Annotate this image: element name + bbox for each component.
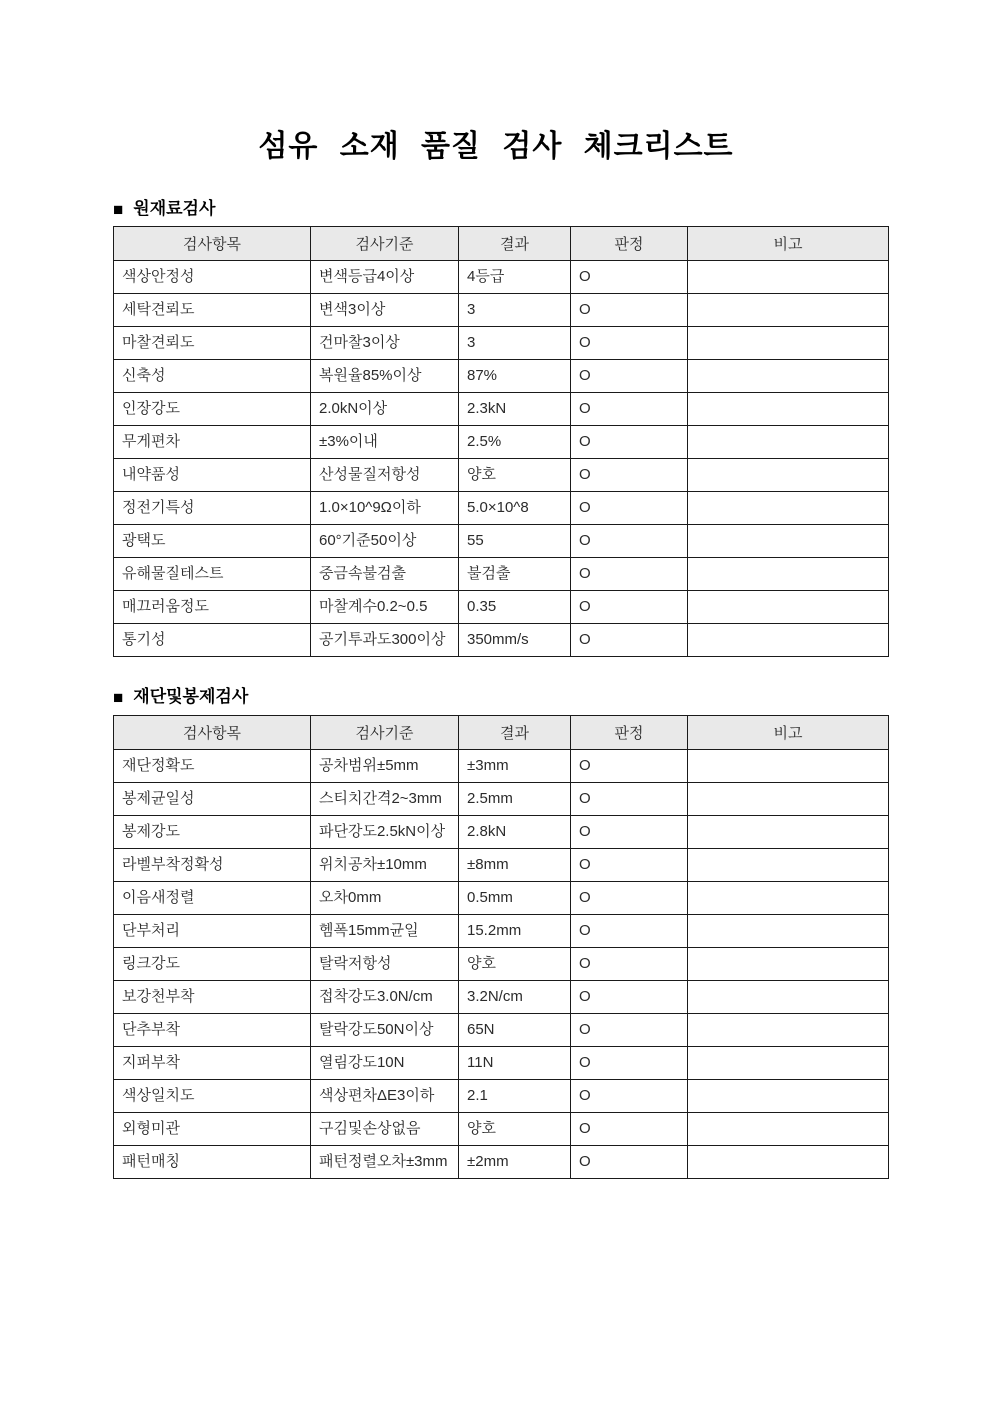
table-cell: 열림강도10N bbox=[311, 1046, 459, 1079]
column-header-item: 검사항목 bbox=[114, 715, 311, 749]
table-cell: 15.2mm bbox=[459, 914, 571, 947]
table-cell: 2.1 bbox=[459, 1079, 571, 1112]
table-cell bbox=[688, 749, 889, 782]
table-cell: O bbox=[571, 1145, 688, 1178]
table-cell bbox=[688, 525, 889, 558]
table-cell: 외형미관 bbox=[114, 1112, 311, 1145]
table-cell bbox=[688, 393, 889, 426]
section-bullet-icon: ■ bbox=[113, 199, 124, 219]
table-header-row bbox=[114, 715, 889, 749]
table-row bbox=[114, 459, 889, 492]
table-cell: 패턴정렬오차±3mm bbox=[311, 1145, 459, 1178]
table-cell bbox=[688, 815, 889, 848]
table-cell: 색상안정성 bbox=[114, 261, 311, 294]
table-cell: 구김및손상없음 bbox=[311, 1112, 459, 1145]
column-header-judgment: 판정 bbox=[571, 715, 688, 749]
table-cell bbox=[688, 1112, 889, 1145]
table-row bbox=[114, 360, 889, 393]
table-cell: O bbox=[571, 947, 688, 980]
table-cell: 내약품성 bbox=[114, 459, 311, 492]
table-row bbox=[114, 980, 889, 1013]
table-cell bbox=[688, 426, 889, 459]
section-cut-sew bbox=[113, 687, 888, 1178]
table-cell: O bbox=[571, 591, 688, 624]
cut-sew-table bbox=[113, 715, 889, 1179]
table-cell: 양호 bbox=[459, 1112, 571, 1145]
table-cell: O bbox=[571, 1013, 688, 1046]
table-cell: 350mm/s bbox=[459, 624, 571, 657]
table-row bbox=[114, 881, 889, 914]
cut-sew-table-body bbox=[114, 749, 889, 1178]
table-row bbox=[114, 1013, 889, 1046]
table-cell: 중금속불검출 bbox=[311, 558, 459, 591]
table-cell bbox=[688, 261, 889, 294]
table-cell bbox=[688, 591, 889, 624]
table-cell: 파단강도2.5kN이상 bbox=[311, 815, 459, 848]
section-bullet-icon: ■ bbox=[113, 688, 124, 708]
table-cell: ±3%이내 bbox=[311, 426, 459, 459]
table-cell: 3.2N/cm bbox=[459, 980, 571, 1013]
table-cell: 공기투과도300이상 bbox=[311, 624, 459, 657]
table-row bbox=[114, 591, 889, 624]
table-cell: 3 bbox=[459, 327, 571, 360]
section-heading-label: 원재료검사 bbox=[133, 199, 216, 218]
table-row bbox=[114, 848, 889, 881]
table-cell: O bbox=[571, 327, 688, 360]
table-cell: 55 bbox=[459, 525, 571, 558]
table-row bbox=[114, 261, 889, 294]
table-row bbox=[114, 525, 889, 558]
table-cell: 무게편차 bbox=[114, 426, 311, 459]
table-row bbox=[114, 914, 889, 947]
section-heading-label: 재단및봉제검사 bbox=[133, 687, 249, 707]
table-cell: 2.8kN bbox=[459, 815, 571, 848]
table-cell: 2.3kN bbox=[459, 393, 571, 426]
table-cell: 광택도 bbox=[114, 525, 311, 558]
table-cell: 4등급 bbox=[459, 261, 571, 294]
table-cell: 0.5mm bbox=[459, 881, 571, 914]
table-cell: 공차범위±5mm bbox=[311, 749, 459, 782]
table-cell: 링크강도 bbox=[114, 947, 311, 980]
table-cell: 60°기준50이상 bbox=[311, 525, 459, 558]
table-cell: 복원율85%이상 bbox=[311, 360, 459, 393]
table-cell: O bbox=[571, 782, 688, 815]
raw-material-table bbox=[113, 226, 889, 657]
table-cell: 접착강도3.0N/cm bbox=[311, 980, 459, 1013]
column-header-note: 비고 bbox=[688, 715, 889, 749]
table-cell bbox=[688, 1145, 889, 1178]
table-cell bbox=[688, 947, 889, 980]
table-cell: 양호 bbox=[459, 459, 571, 492]
table-cell: O bbox=[571, 914, 688, 947]
table-header-row bbox=[114, 227, 889, 261]
table-cell: 라벨부착정확성 bbox=[114, 848, 311, 881]
table-cell: 위치공차±10mm bbox=[311, 848, 459, 881]
table-cell: 2.5mm bbox=[459, 782, 571, 815]
table-cell bbox=[688, 1013, 889, 1046]
table-cell: O bbox=[571, 881, 688, 914]
table-cell: 세탁견뢰도 bbox=[114, 294, 311, 327]
table-cell: 2.5% bbox=[459, 426, 571, 459]
table-cell: 5.0×10^8 bbox=[459, 492, 571, 525]
table-cell: 색상일치도 bbox=[114, 1079, 311, 1112]
table-cell: ±8mm bbox=[459, 848, 571, 881]
table-cell: 마찰계수0.2~0.5 bbox=[311, 591, 459, 624]
table-cell: 정전기특성 bbox=[114, 492, 311, 525]
table-row bbox=[114, 393, 889, 426]
table-cell: 불검출 bbox=[459, 558, 571, 591]
table-cell: 이음새정렬 bbox=[114, 881, 311, 914]
table-row bbox=[114, 782, 889, 815]
table-cell bbox=[688, 881, 889, 914]
raw-material-table-body bbox=[114, 261, 889, 657]
table-cell: O bbox=[571, 525, 688, 558]
column-header-result: 결과 bbox=[459, 715, 571, 749]
table-cell: O bbox=[571, 848, 688, 881]
table-cell bbox=[688, 459, 889, 492]
table-cell: 패턴매칭 bbox=[114, 1145, 311, 1178]
table-cell: 3 bbox=[459, 294, 571, 327]
table-row bbox=[114, 1079, 889, 1112]
column-header-judgment: 판정 bbox=[571, 227, 688, 261]
table-row bbox=[114, 558, 889, 591]
column-header-item: 검사항목 bbox=[114, 227, 311, 261]
table-cell: 탈락저항성 bbox=[311, 947, 459, 980]
section-raw-material bbox=[113, 199, 888, 657]
table-cell: O bbox=[571, 980, 688, 1013]
column-header-criteria: 검사기준 bbox=[311, 227, 459, 261]
table-cell: 변색3이상 bbox=[311, 294, 459, 327]
table-cell bbox=[688, 1079, 889, 1112]
table-cell: 탈락강도50N이상 bbox=[311, 1013, 459, 1046]
column-header-criteria: 검사기준 bbox=[311, 715, 459, 749]
table-cell: 1.0×10^9Ω이하 bbox=[311, 492, 459, 525]
table-cell: 스티치간격2~3mm bbox=[311, 782, 459, 815]
table-cell bbox=[688, 1046, 889, 1079]
table-cell: 재단정확도 bbox=[114, 749, 311, 782]
table-cell: 87% bbox=[459, 360, 571, 393]
table-cell: ±3mm bbox=[459, 749, 571, 782]
section-heading-cut-sew bbox=[113, 687, 888, 707]
table-cell bbox=[688, 558, 889, 591]
page-title: 섬유 소재 품질 검사 체크리스트 bbox=[258, 130, 734, 163]
table-cell bbox=[688, 980, 889, 1013]
table-row bbox=[114, 492, 889, 525]
table-cell bbox=[688, 782, 889, 815]
table-cell: 단부처리 bbox=[114, 914, 311, 947]
table-cell: O bbox=[571, 815, 688, 848]
table-cell: 건마찰3이상 bbox=[311, 327, 459, 360]
table-row bbox=[114, 815, 889, 848]
table-cell: O bbox=[571, 426, 688, 459]
table-cell: 인장강도 bbox=[114, 393, 311, 426]
table-cell: 11N bbox=[459, 1046, 571, 1079]
table-cell: O bbox=[571, 393, 688, 426]
table-cell: 유해물질테스트 bbox=[114, 558, 311, 591]
table-cell: O bbox=[571, 1046, 688, 1079]
table-cell: O bbox=[571, 749, 688, 782]
table-cell: 2.0kN이상 bbox=[311, 393, 459, 426]
table-cell bbox=[688, 360, 889, 393]
table-cell: O bbox=[571, 1079, 688, 1112]
table-cell bbox=[688, 327, 889, 360]
table-row bbox=[114, 749, 889, 782]
table-cell: O bbox=[571, 294, 688, 327]
table-cell: 산성물질저항성 bbox=[311, 459, 459, 492]
table-cell: 지퍼부착 bbox=[114, 1046, 311, 1079]
table-cell bbox=[688, 848, 889, 881]
table-row bbox=[114, 1046, 889, 1079]
table-row bbox=[114, 1112, 889, 1145]
table-row bbox=[114, 624, 889, 657]
table-cell: O bbox=[571, 360, 688, 393]
table-cell: 신축성 bbox=[114, 360, 311, 393]
table-row bbox=[114, 1145, 889, 1178]
table-cell: O bbox=[571, 558, 688, 591]
table-cell: 보강천부착 bbox=[114, 980, 311, 1013]
table-cell: 봉제강도 bbox=[114, 815, 311, 848]
table-cell bbox=[688, 914, 889, 947]
column-header-result: 결과 bbox=[459, 227, 571, 261]
table-cell: O bbox=[571, 459, 688, 492]
table-cell: 오차0mm bbox=[311, 881, 459, 914]
section-heading-raw-material bbox=[113, 199, 888, 219]
table-row bbox=[114, 327, 889, 360]
table-row bbox=[114, 947, 889, 980]
table-cell: 매끄러움정도 bbox=[114, 591, 311, 624]
table-cell: O bbox=[571, 492, 688, 525]
table-cell: 0.35 bbox=[459, 591, 571, 624]
table-cell: 단추부착 bbox=[114, 1013, 311, 1046]
table-cell: 변색등급4이상 bbox=[311, 261, 459, 294]
table-cell: 마찰견뢰도 bbox=[114, 327, 311, 360]
table-cell: O bbox=[571, 624, 688, 657]
table-cell: 양호 bbox=[459, 947, 571, 980]
table-cell: 헴폭15mm균일 bbox=[311, 914, 459, 947]
table-cell: ±2mm bbox=[459, 1145, 571, 1178]
table-row bbox=[114, 294, 889, 327]
table-cell: 색상편차ΔE3이하 bbox=[311, 1079, 459, 1112]
table-cell bbox=[688, 492, 889, 525]
table-cell: O bbox=[571, 1112, 688, 1145]
table-cell: 봉제균일성 bbox=[114, 782, 311, 815]
table-cell bbox=[688, 294, 889, 327]
table-cell bbox=[688, 624, 889, 657]
table-row bbox=[114, 426, 889, 459]
table-cell: O bbox=[571, 261, 688, 294]
table-cell: 65N bbox=[459, 1013, 571, 1046]
column-header-note: 비고 bbox=[688, 227, 889, 261]
table-cell: 통기성 bbox=[114, 624, 311, 657]
